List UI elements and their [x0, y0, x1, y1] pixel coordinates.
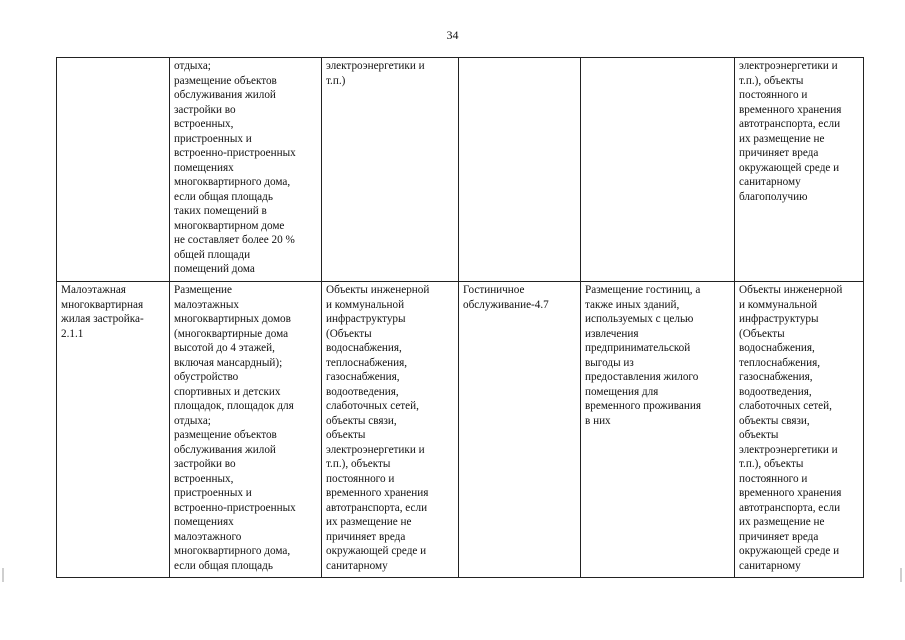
cell-text-line: их размещение не [326, 516, 412, 528]
cell-text-line: используемых с целью [585, 313, 694, 325]
cell-text-line: пристроенных и [174, 132, 252, 145]
cell-text-line: т.п.), объекты [326, 458, 391, 470]
cell-text-line: газоснабжения, [739, 371, 813, 383]
cell-text-line: Объекты инженерной [326, 284, 430, 296]
cell-text-line: водоснабжения, [326, 342, 402, 354]
cell-text-line: слаботочных сетей, [326, 400, 419, 412]
cell-text-line: встроенных, [174, 118, 234, 130]
table-cell [459, 282, 581, 578]
cell-text-line: 2.1.1 [61, 327, 84, 340]
cell-text-line: предоставления жилого [585, 371, 699, 383]
table-cell [57, 58, 170, 282]
cell-text-line: постоянного и [326, 472, 395, 485]
cell-text-line: выгоды из [585, 356, 634, 369]
cell-text-line: их размещение не [739, 132, 825, 145]
cell-text-line: помещениях [174, 161, 234, 174]
cell-text-line: помещениях [174, 516, 234, 528]
cell-text-line: застройки во [174, 103, 236, 116]
cell-text-line: малоэтажного [174, 530, 242, 543]
cell-text-line: электроэнергетики и [326, 443, 425, 456]
cell-text-line: объекты связи, [326, 414, 397, 427]
table-cell [322, 282, 459, 578]
cell-text-line: извлечения [585, 327, 639, 340]
cell-text-line: многоквартирных домов [174, 313, 291, 325]
cell-text-line: окружающей среде и [739, 545, 840, 557]
table-cell [322, 58, 459, 282]
cell-text-line: общей площади [174, 248, 251, 261]
table-cell [735, 282, 864, 578]
cell-text-line: пристроенных и [174, 487, 252, 499]
cell-text-line: слаботочных сетей, [739, 400, 832, 412]
cell-text-line: временного хранения [739, 487, 842, 499]
cell-text-line: автотранспорта, если [739, 501, 841, 514]
cell-text-line: также иных зданий, [585, 298, 680, 311]
cell-text-line: теплоснабжения, [326, 356, 408, 369]
cell-text-line: т.п.), объекты [739, 458, 804, 470]
table-cell [581, 282, 735, 578]
cell-text-line: их размещение не [739, 516, 825, 528]
cell-text-line: застройки во [174, 458, 236, 470]
cell-text-line: постоянного и [739, 472, 808, 485]
cell-text-line: размещение объектов [174, 429, 277, 441]
cell-text-line: теплоснабжения, [739, 356, 821, 369]
cell-text-line: таких помещений в [174, 205, 267, 217]
table-cell [170, 58, 322, 282]
table-cell [57, 282, 170, 578]
page-number: 34 [446, 28, 459, 42]
cell-text-line: объекты [326, 429, 366, 441]
cell-text-line: инфраструктуры [739, 313, 819, 325]
cell-text-line: спортивных и детских [174, 385, 281, 398]
cell-text-line: постоянного и [739, 89, 808, 101]
cell-text-line: водоотведения, [739, 385, 812, 398]
table-cell [581, 58, 735, 282]
cell-text-line: в них [585, 414, 611, 427]
cell-text-line: (Объекты [739, 327, 785, 340]
zoning-table [56, 57, 864, 578]
cell-text-line: Объекты инженерной [739, 284, 843, 296]
cell-text-line: объекты [739, 429, 779, 441]
cell-text-line: инфраструктуры [326, 313, 406, 325]
table-row-low-rise-apartments [57, 282, 864, 578]
scan-edge-mark-right [900, 568, 902, 582]
cell-text-line: причиняет вреда [739, 147, 819, 159]
cell-text-line: электроэнергетики и [739, 443, 838, 456]
cell-text-line: помещения для [585, 385, 659, 398]
cell-text-line: окружающей среде и [326, 545, 427, 557]
cell-text-line: санитарному [326, 559, 388, 572]
cell-text-line: многоквартирная [61, 298, 144, 311]
cell-text-line: Размещение гостиниц, а [585, 284, 701, 296]
cell-text-line: если общая площадь [174, 190, 273, 203]
cell-text-line: многоквартирного дома, [174, 176, 291, 188]
cell-text-line: электроэнергетики и [739, 60, 838, 72]
cell-text-line: автотранспорта, если [739, 118, 841, 130]
cell-text-line: т.п.) [326, 74, 346, 87]
cell-text-line: причиняет вреда [739, 530, 819, 543]
cell-text-line: отдыха; [174, 414, 211, 427]
cell-text-line: не составляет более 20 % [174, 234, 295, 246]
cell-text-line: временного хранения [326, 487, 429, 499]
cell-text-line: помещений дома [174, 263, 255, 275]
cell-text-line: встроенно-пристроенных [174, 501, 296, 514]
cell-text-line: многоквартирного дома, [174, 545, 291, 557]
cell-text-line: санитарному [739, 559, 801, 572]
cell-text-line: (Объекты [326, 327, 372, 340]
cell-text-line: газоснабжения, [326, 371, 400, 383]
cell-text-line: электроэнергетики и [326, 60, 425, 72]
cell-text-line: малоэтажных [174, 298, 240, 311]
cell-text-line: автотранспорта, если [326, 501, 428, 514]
cell-text-line: размещение объектов [174, 74, 277, 87]
cell-text-line: объекты связи, [739, 414, 810, 427]
table-cell [170, 282, 322, 578]
table-cell [735, 58, 864, 282]
table-cell [459, 58, 581, 282]
cell-text-line: обслуживания жилой [174, 443, 276, 456]
cell-text-line: санитарному [739, 176, 801, 188]
cell-text-line: водоотведения, [326, 385, 399, 398]
cell-text-line: т.п.), объекты [739, 74, 804, 87]
cell-text-line: встроенных, [174, 472, 234, 485]
cell-text-line: высотой до 4 этажей, [174, 342, 275, 354]
cell-text-line: если общая площадь [174, 559, 273, 572]
cell-text-line: благополучию [739, 190, 808, 203]
cell-text-line: Малоэтажная [61, 284, 126, 296]
scan-edge-mark-left [2, 568, 4, 582]
cell-text-line: площадок, площадок для [174, 400, 294, 412]
cell-text-line: жилая застройка- [61, 313, 144, 325]
cell-text-line: отдыха; [174, 60, 211, 72]
cell-text-line: временного хранения [739, 103, 842, 116]
cell-text-line: предпринимательской [585, 342, 691, 354]
cell-text-line: Гостиничное [463, 284, 525, 296]
cell-text-line: и коммунальной [739, 298, 818, 311]
table-row-continuation [57, 58, 864, 282]
cell-text-line: многоквартирном доме [174, 219, 285, 232]
cell-text-line: причиняет вреда [326, 530, 406, 543]
cell-text-line: (многоквартирные дома [174, 327, 289, 340]
cell-text-line: и коммунальной [326, 298, 405, 311]
cell-text-line: окружающей среде и [739, 161, 840, 174]
cell-text-line: обслуживание-4.7 [463, 298, 549, 311]
cell-text-line: Размещение [174, 284, 233, 296]
cell-text-line: включая мансардный); [174, 356, 283, 369]
cell-text-line: обустройство [174, 371, 239, 383]
cell-text-line: водоснабжения, [739, 342, 815, 354]
cell-text-line: обслуживания жилой [174, 89, 276, 101]
cell-text-line: встроенно-пристроенных [174, 147, 296, 159]
cell-text-line: временного проживания [585, 400, 701, 412]
